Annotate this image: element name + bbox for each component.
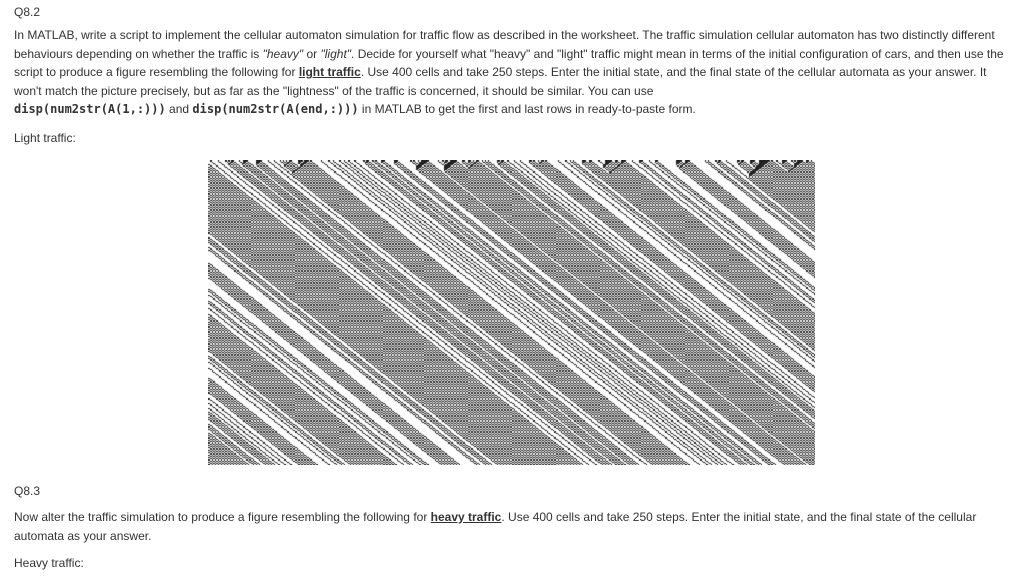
light-traffic-link[interactable]: light traffic [298,65,361,79]
q82-or-text: or [303,46,321,61]
light-traffic-label: Light traffic: [14,131,76,145]
q82-text-4: in MATLAB to get the first and last rows in ready-to-paste form. [358,102,696,116]
heavy-traffic-link[interactable]: heavy traffic [430,510,502,524]
heavy-traffic-label: Heavy traffic: [14,556,84,570]
q82-heading: Q8.2 [14,5,41,19]
q82-text-1: In MATLAB, write a script to implement the cellular automaton simulation for traffic flow as described in the worksheet. The traffic simulation cellular automaton has two distinctly different behaviours depending on whether the traffic is [14,28,995,61]
q83-text-2: . Use 400 cells and take 250 steps. Enter the initial state, and the final state of the cellular automata as your answer. [14,510,977,543]
q82-text-2: . Decide for yourself what "heavy" and "light" traffic might mean in terms of the initial configuration of cars, and then use the script to produce a figure resembling the following for [14,46,1004,79]
q83-text-1: Now alter the traffic simulation to produce a figure resembling the following for [14,510,431,524]
q82-heavy-em: "heavy" [262,46,304,61]
q82-light-em: "light" [320,46,352,61]
code-first-row: disp(num2str(A(1,:))) [14,102,166,116]
q83-paragraph [14,508,1012,545]
q82-paragraph [14,26,1012,119]
q82-and-text: and [165,102,193,116]
q82-text-3: . Use 400 cells and take 250 steps. Enter the initial state, and the final state of the cellular automata as your answer. It won't match the picture precisely, but as far as the "lightness" of the traffic is concerned, it should be similar. You can use [14,65,987,98]
code-last-row: disp(num2str(A(end,:))) [192,102,359,116]
light-traffic-automaton-figure [208,160,815,465]
q83-heading: Q8.3 [14,484,41,498]
